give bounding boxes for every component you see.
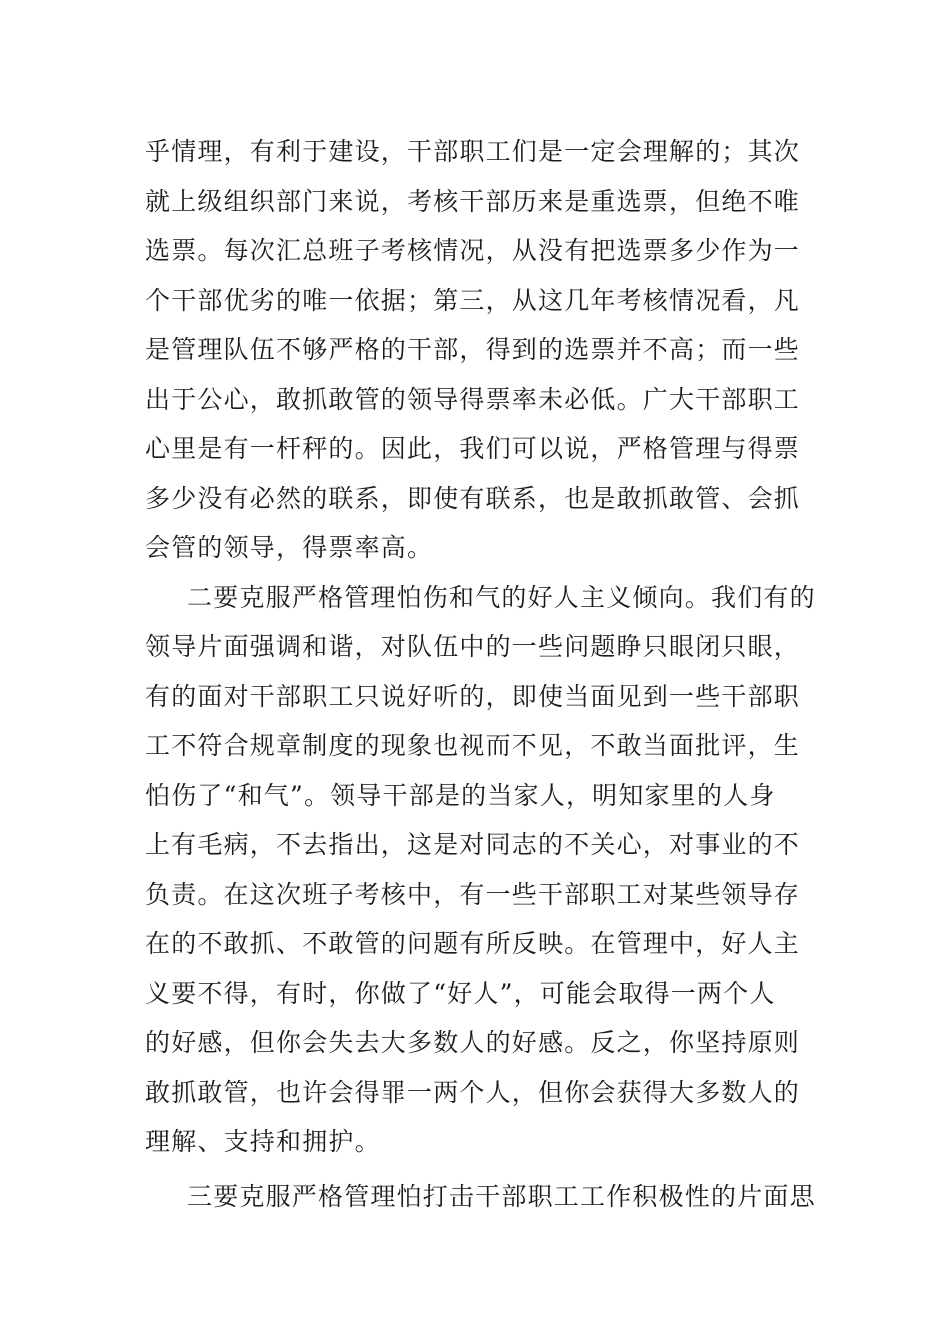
text-line: 义要不得，有时，你做了“好人”，可能会取得一两个人	[145, 979, 776, 1008]
text-line: 的好感，但你会失去大多数人的好感。反之，你坚持原则	[145, 1028, 801, 1057]
text-line: 选票。每次汇总班子考核情况，从没有把选票多少作为一	[145, 236, 801, 265]
text-line: 心里是有一杆秤的。因此，我们可以说，严格管理与得票	[145, 434, 801, 463]
text-line: 个干部优劣的唯一依据；第三，从这几年考核情况看，凡	[145, 286, 801, 315]
text-line: 乎情理，有利于建设，干部职工们是一定会理解的；其次	[145, 137, 801, 166]
text-line: 会管的领导，得票率高。	[145, 533, 434, 562]
text-line: 理解、支持和拥护。	[145, 1127, 381, 1156]
text-line: 领导片面强调和谐，对队伍中的一些问题睁只眼闭只眼，	[145, 632, 801, 661]
text-line: 有的面对干部职工只说好听的，即使当面见到一些干部职	[145, 682, 801, 711]
text-line: 出于公心，敢抓敢管的领导得票率未必低。广大干部职工	[145, 385, 801, 414]
text-line: 怕伤了“和气”。领导干部是的当家人，明知家里的人身	[145, 781, 776, 810]
text-line: 是管理队伍不够严格的干部，得到的选票并不高；而一些	[145, 335, 801, 364]
text-line: 敢抓敢管，也许会得罪一两个人，但你会获得大多数人的	[145, 1078, 801, 1107]
text-line: 在的不敢抓、不敢管的问题有所反映。在管理中，好人主	[145, 929, 801, 958]
paragraph-start-line: 三要克服严格管理怕打击干部职工工作积极性的片面思	[187, 1182, 816, 1211]
paragraph-start-line: 二要克服严格管理怕伤和气的好人主义倾向。我们有的	[187, 583, 816, 612]
text-line: 上有毛病，不去指出，这是对同志的不关心，对事业的不	[145, 830, 801, 859]
text-line: 工不符合规章制度的现象也视而不见，不敢当面批评，生	[145, 731, 801, 760]
text-line: 多少没有必然的联系，即使有联系，也是敢抓敢管、会抓	[145, 484, 801, 513]
text-line: 就上级组织部门来说，考核干部历来是重选票，但绝不唯	[145, 187, 801, 216]
text-line: 负责。在这次班子考核中，有一些干部职工对某些领导存	[145, 880, 801, 909]
